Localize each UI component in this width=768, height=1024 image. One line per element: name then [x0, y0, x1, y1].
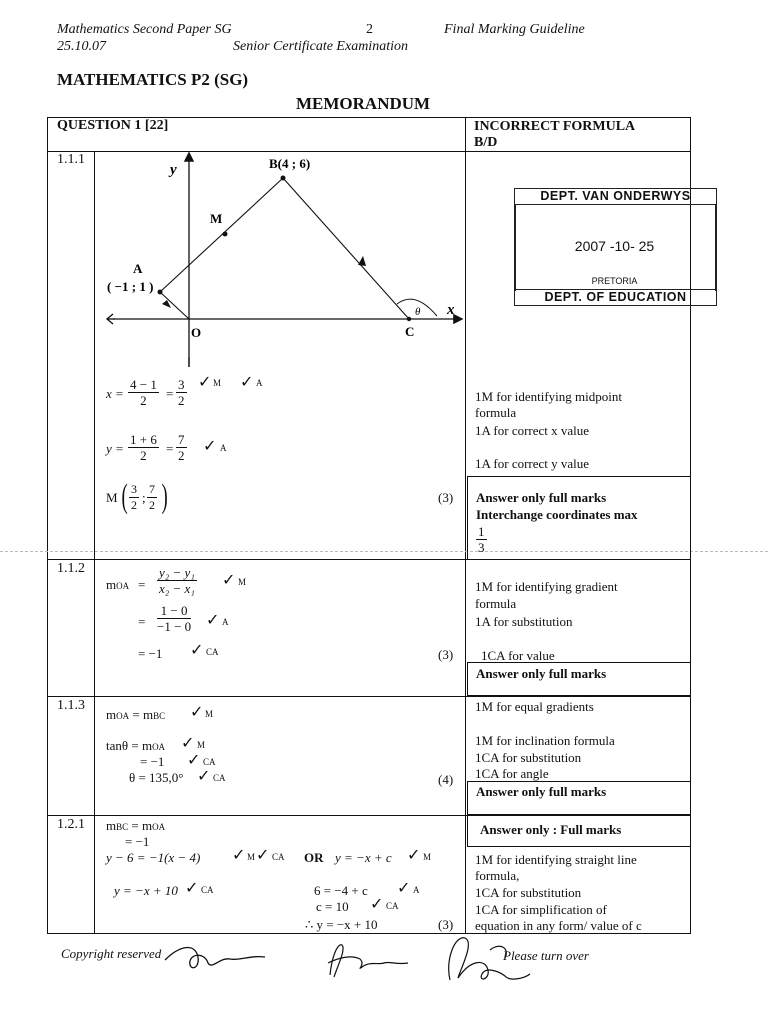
triangle-diagram [95, 152, 465, 372]
bd-heading: B/D [474, 135, 498, 150]
q111-x-result: $\frac{3}{2}$ [178, 377, 185, 408]
q121-line-4: y = −x + 10 [114, 883, 178, 898]
check-icon: ✓ [187, 752, 201, 769]
stamp-top-line: DEPT. VAN ONDERWYS [514, 188, 717, 205]
q111-m-label: M [106, 490, 118, 505]
q112-value: = −1 [138, 646, 163, 661]
incorrect-formula-heading: INCORRECT FORMULA [474, 119, 636, 134]
check-icon: ✓ [190, 704, 204, 721]
q112-answer-box [467, 662, 691, 696]
q113-note-3: 1CA for substitution [475, 750, 582, 765]
q121-alt-line-4: ∴ y = −x + 10 [305, 917, 378, 932]
q111-note-2: formula [475, 405, 517, 420]
q112-box-text: Answer only full marks [476, 666, 607, 681]
x-axis-label: x [447, 302, 455, 318]
check-icon: ✓ [197, 768, 211, 785]
q111-number: 1.1.1 [57, 152, 85, 167]
header-exam: Senior Certificate Examination [233, 39, 408, 54]
header-page-number: 2 [366, 22, 373, 37]
point-a [158, 290, 163, 295]
a-coordinates: ( −1 ; 1 ) [107, 279, 154, 294]
mark-ca: CA [206, 647, 219, 657]
q113-answer-box [467, 781, 691, 815]
q111-m-y: $\frac{7}{2}$ [149, 482, 155, 512]
mark-m: M [213, 378, 222, 388]
stamp-bottom-line: DEPT. OF EDUCATION [514, 289, 717, 306]
q113-number: 1.1.3 [57, 698, 85, 713]
check-icon: ✓ [370, 896, 384, 913]
m-label: M [210, 211, 223, 226]
mark-m: M [423, 852, 432, 862]
q111-y-equals: = [166, 441, 174, 456]
q121-alt-line-3: c = 10 [316, 899, 349, 914]
q112-number: 1.1.2 [57, 561, 85, 576]
q121-alt-line-1: y = −x + c [335, 850, 392, 865]
signature-3 [430, 930, 540, 990]
q111-x-fraction: $\frac{4 - 1}{2}$ [130, 377, 157, 408]
check-icon: ✓ [198, 374, 212, 391]
check-icon: ✓ [181, 735, 195, 752]
q112-note-4: 1CA for value [481, 648, 555, 663]
q112-note-1: 1M for identifying gradient [475, 579, 618, 594]
side-bc [283, 178, 409, 319]
mark-a: A [256, 378, 263, 388]
check-icon: ✓ [222, 572, 236, 589]
page-title: MATHEMATICS P2 (SG) [57, 70, 249, 89]
question-header: QUESTION 1 [22] [57, 118, 169, 133]
q121-note-4: 1CA for simplification of [475, 902, 607, 917]
header-guideline: Final Marking Guideline [444, 22, 585, 37]
mark-a: A [413, 885, 420, 895]
side-ao [160, 292, 189, 319]
q113-line-1: mOA = mBC [106, 707, 166, 722]
q111-note-4: 1A for correct y value [475, 456, 590, 471]
point-m [223, 232, 228, 237]
y-axis-label: y [170, 162, 177, 178]
check-icon: ✓ [203, 438, 217, 455]
q111-m-x: $\frac{3}{2}$ [131, 482, 137, 512]
q111-box-fraction: $\frac{1}{3}$ [478, 524, 485, 555]
q113-box-text: Answer only full marks [476, 784, 607, 799]
q112-equals: = [138, 577, 146, 592]
q121-note-3: 1CA for substitution [475, 885, 582, 900]
mark-m: M [247, 852, 256, 862]
q113-note-2: 1M for inclination formula [475, 733, 615, 748]
q121-box-text: Answer only : Full marks [480, 822, 622, 837]
q121-answer-box [467, 815, 691, 847]
mark-ca: CA [386, 901, 399, 911]
q111-y-fraction: $\frac{1 + 6}{2}$ [130, 432, 157, 463]
q112-note-2: formula [475, 596, 517, 611]
header-date: 25.10.07 [57, 39, 106, 54]
q111-x-equals: = [166, 386, 174, 401]
check-icon: ✓ [190, 642, 204, 659]
point-b [281, 176, 286, 181]
q121-note-2: formula, [475, 868, 520, 883]
q111-x-lhs: x = [106, 386, 124, 401]
q111-answer-box [467, 476, 691, 560]
signature-2 [320, 935, 415, 990]
theta-label: θ [415, 306, 421, 318]
footer-copyright: Copyright reserved [61, 946, 162, 961]
a-label: A [133, 261, 143, 276]
check-icon: ✓ [185, 880, 199, 897]
q112-marks: (3) [438, 647, 454, 662]
q112-gradient-formula: $\frac{\text{y₂ − y₁}}{\text{x₂ − x₁}}$ [159, 565, 195, 596]
q111-note-1: 1M for identifying midpoint [475, 389, 622, 404]
q121-number: 1.2.1 [57, 817, 85, 832]
q112-equals-2: = [138, 614, 146, 629]
q111-box-line-1: Answer only full marks [476, 490, 607, 505]
mark-ca: CA [213, 773, 226, 783]
mark-m: M [238, 577, 247, 587]
q121-note-1: 1M for identifying straight line [475, 852, 637, 867]
header-subject: Mathematics Second Paper SG [57, 22, 232, 37]
check-icon: ✓ [256, 847, 270, 864]
b-label: B(4 ; 6) [269, 156, 311, 171]
check-icon: ✓ [240, 374, 254, 391]
q112-substitution: $\frac{1 - 0}{-1 - 0}$ [157, 603, 192, 634]
mark-ca: CA [201, 885, 214, 895]
q113-marks: (4) [438, 772, 454, 787]
q112-note-3: 1A for substitution [475, 614, 573, 629]
check-icon: ✓ [397, 880, 411, 897]
q121-alt-line-2: 6 = −4 + c [314, 883, 368, 898]
mark-a: A [222, 617, 229, 627]
stamp-city: PRETORIA [591, 276, 638, 286]
mark-ca: CA [272, 852, 285, 862]
check-icon: ✓ [206, 612, 220, 629]
parallel-arrow-bc [358, 256, 366, 266]
q113-note-1: 1M for equal gradients [475, 699, 594, 714]
q111-y-lhs: y = [106, 441, 124, 456]
point-c [407, 317, 411, 321]
mark-a: A [220, 443, 227, 453]
q121-line-1: mBC = mOA [106, 818, 166, 833]
footer-turn-over: Please turn over [503, 948, 589, 963]
page-subtitle: MEMORANDUM [296, 94, 431, 113]
official-stamp [514, 188, 717, 306]
mark-m: M [197, 740, 206, 750]
q111-note-3: 1A for correct x value [475, 423, 590, 438]
q113-note-4: 1CA for angle [475, 766, 549, 781]
q121-line-2: = −1 [125, 834, 150, 849]
paren-right: ) [161, 478, 168, 515]
q113-line-4: θ = 135,0° [129, 770, 184, 785]
mark-ca: CA [203, 757, 216, 767]
c-label: C [405, 324, 415, 339]
q112-lhs: mOA [106, 577, 130, 592]
mark-m: M [205, 709, 214, 719]
q111-y-result: $\frac{7}{2}$ [178, 432, 185, 463]
q121-line-3: y − 6 = −1(x − 4) [106, 850, 201, 865]
q121-or: OR [304, 850, 324, 865]
side-ab [160, 178, 283, 292]
o-label: O [191, 325, 202, 340]
check-icon: ✓ [407, 847, 421, 864]
q111-marks: (3) [438, 490, 454, 505]
q113-line-3: = −1 [140, 754, 165, 769]
q111-m-separator: ; [142, 490, 146, 505]
stamp-date: 2007 -10- 25 [574, 238, 655, 254]
signature-1 [160, 935, 270, 980]
paren-left: ( [121, 478, 128, 515]
check-icon: ✓ [232, 847, 246, 864]
q121-note-5: equation in any form/ value of c [475, 918, 642, 933]
q121-marks: (3) [438, 917, 454, 932]
q111-box-line-2: Interchange coordinates max [476, 507, 638, 522]
q113-line-2: tanθ = mOA [106, 738, 166, 753]
